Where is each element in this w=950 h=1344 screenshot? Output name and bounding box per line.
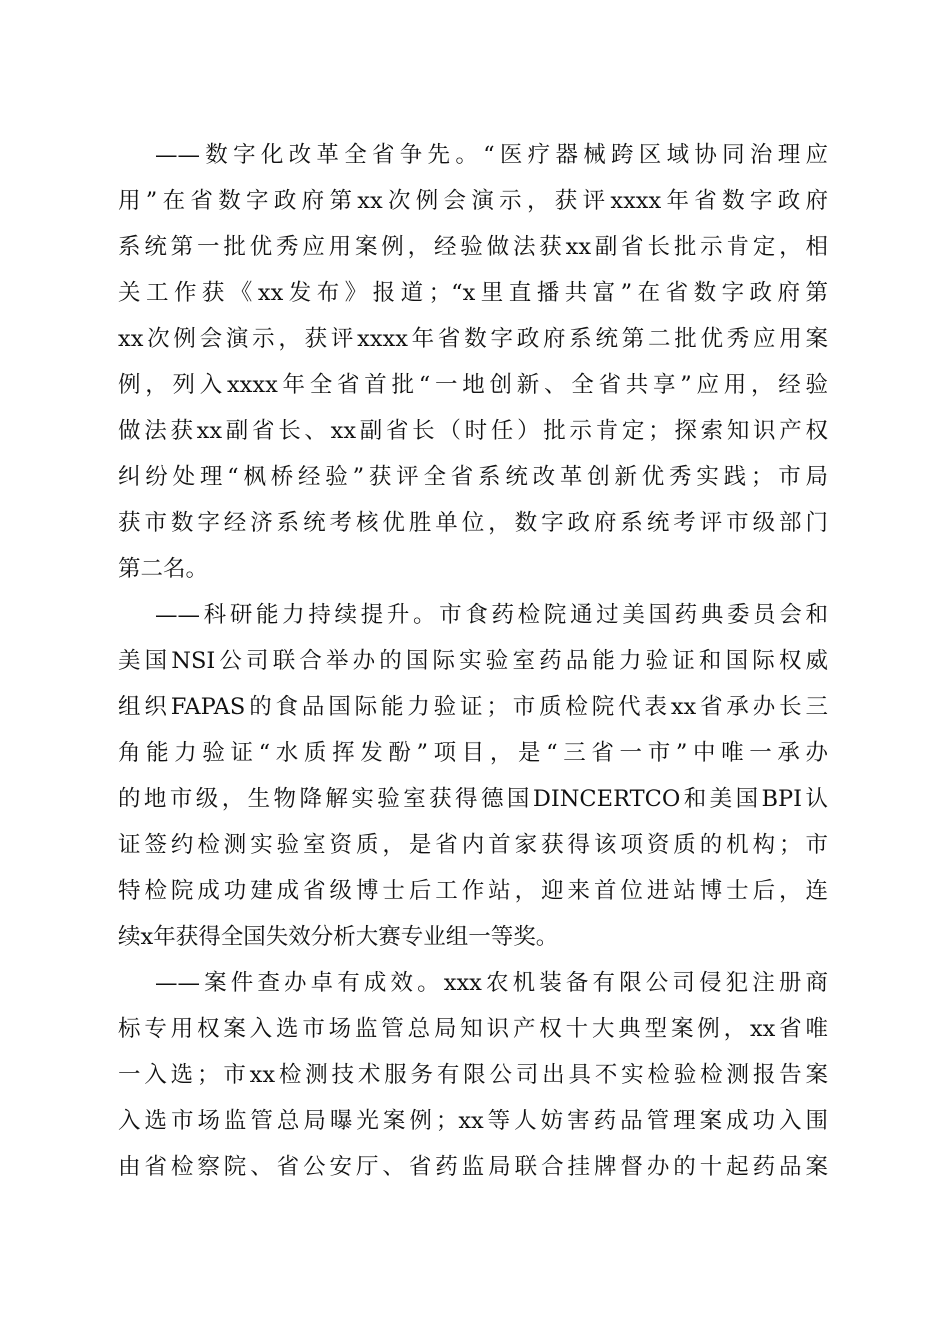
text-line: 获市数字经济系统考核优胜单位，数字政府系统考评市级部门 bbox=[118, 510, 828, 536]
text-line: 组织FAPAS的食品国际能力验证；市质检院代表xx省承办长三 bbox=[118, 694, 828, 720]
document-body bbox=[118, 132, 828, 1190]
text-line: 入选市场监管总局曝光案例；xx等人妨害药品管理案成功入围 bbox=[118, 1108, 828, 1134]
paragraph-case-handling bbox=[118, 960, 828, 1190]
text-line: 续x年获得全国失效分析大赛专业组一等奖。 bbox=[118, 924, 559, 950]
text-line: 证签约检测实验室资质，是省内首家获得该项资质的机构；市 bbox=[118, 832, 828, 858]
text-line: 角能力验证“水质挥发酚”项目，是“三省一市”中唯一承办 bbox=[118, 740, 828, 766]
text-line: 例，列入xxxx年全省首批“一地创新、全省共享”应用，经验 bbox=[118, 372, 828, 398]
text-line: ——数字化改革全省争先。“医疗器械跨区域协同治理应 bbox=[155, 142, 828, 168]
text-line: 系统第一批优秀应用案例，经验做法获xx副省长批示肯定，相 bbox=[118, 234, 828, 260]
text-line: 由省检察院、省公安厅、省药监局联合挂牌督办的十起药品案 bbox=[118, 1154, 828, 1180]
text-line: 用”在省数字政府第xx次例会演示，获评xxxx年省数字政府 bbox=[118, 188, 828, 214]
text-line: ——案件查办卓有成效。xxx农机装备有限公司侵犯注册商 bbox=[155, 970, 828, 996]
text-line: 纠纷处理“枫桥经验”获评全省系统改革创新优秀实践；市局 bbox=[118, 464, 828, 490]
text-line: 关工作获《xx发布》报道；“x里直播共富”在省数字政府第 bbox=[118, 280, 828, 306]
text-line: 第二名。 bbox=[118, 556, 209, 582]
text-line: 做法获xx副省长、xx副省长（时任）批示肯定；探索知识产权 bbox=[118, 418, 828, 444]
text-line: 美国NSI公司联合举办的国际实验室药品能力验证和国际权威 bbox=[118, 648, 828, 674]
text-line: ——科研能力持续提升。市食药检院通过美国药典委员会和 bbox=[155, 602, 828, 628]
text-line: 一入选；市xx检测技术服务有限公司出具不实检验检测报告案 bbox=[118, 1062, 828, 1088]
paragraph-digital-reform bbox=[118, 132, 828, 592]
text-line: 的地市级，生物降解实验室获得德国DINCERTCO和美国BPI认 bbox=[118, 786, 828, 812]
paragraph-research-capacity bbox=[118, 592, 828, 960]
text-line: xx次例会演示，获评xxxx年省数字政府系统第二批优秀应用案 bbox=[118, 326, 828, 352]
text-line: 特检院成功建成省级博士后工作站，迎来首位进站博士后，连 bbox=[118, 878, 828, 904]
text-line: 标专用权案入选市场监管总局知识产权十大典型案例，xx省唯 bbox=[118, 1016, 828, 1042]
